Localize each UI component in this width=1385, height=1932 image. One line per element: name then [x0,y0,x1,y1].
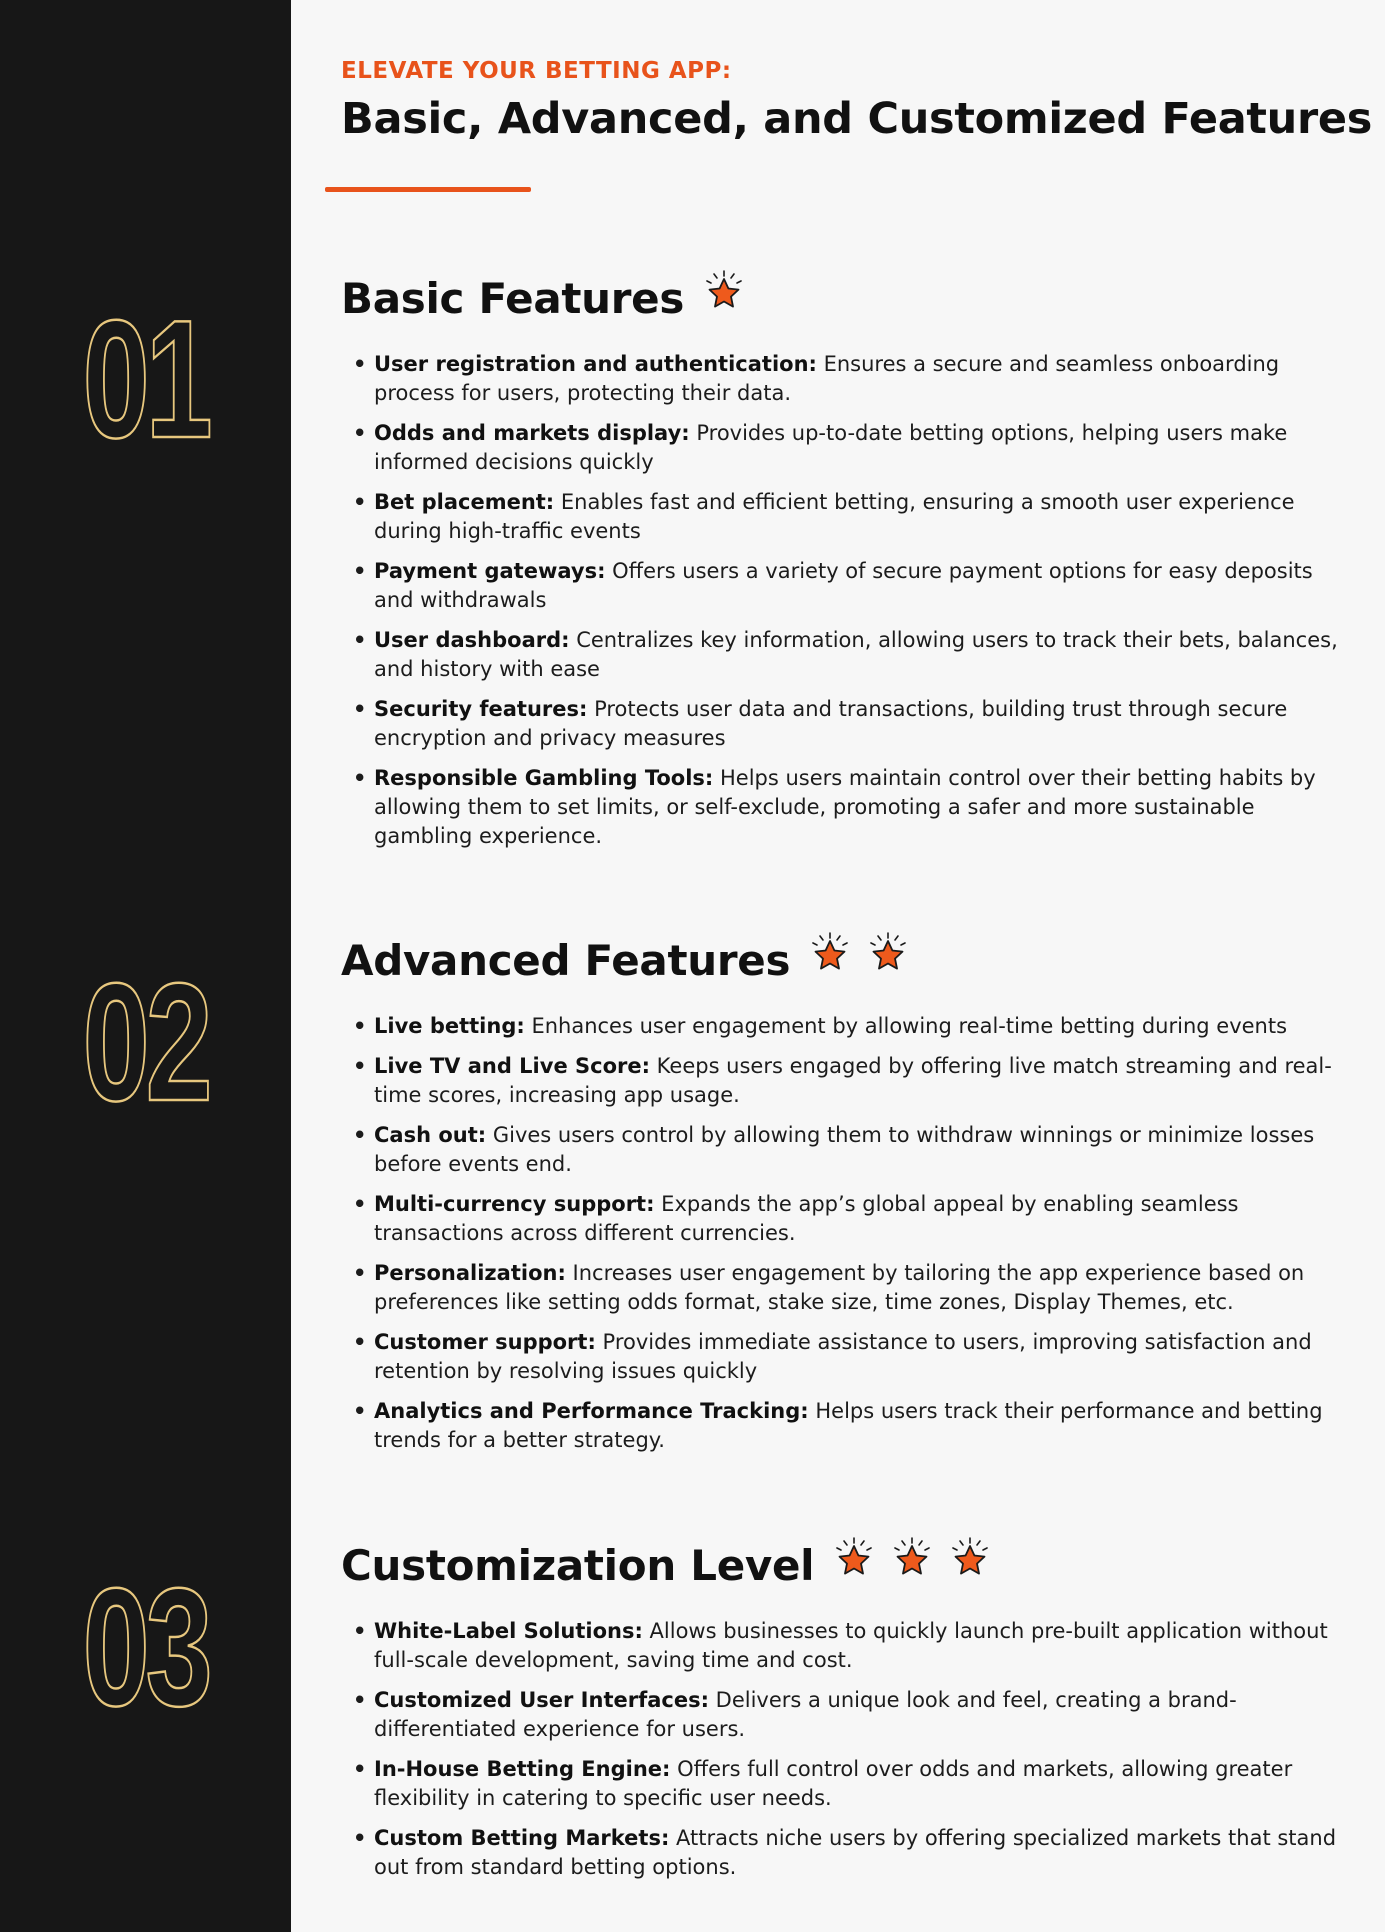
list-item [341,1190,1341,1248]
rating-stars [806,930,922,978]
bullet-icon: • [353,1261,367,1285]
eyebrow-heading: ELEVATE YOUR BETTING APP: [341,58,732,84]
feature-term: User dashboard: [374,628,570,652]
list-item [341,1328,1341,1386]
bullet-icon: • [353,352,367,376]
star-icon [700,268,748,316]
section-title: Advanced Features [341,935,791,985]
feature-description: Centralizes key information, allowing users to track their bets, balances, and history with ease [374,628,1338,681]
feature-term: Security features: [374,697,588,721]
list-item [341,1397,1341,1455]
bullet-icon: • [353,1619,367,1643]
list-item [341,1617,1341,1675]
page-title: Basic, Advanced, and Customized Features [341,94,1373,144]
section-title: Customization Level [341,1540,815,1590]
feature-description: Protects user data and transactions, building trust through secure encryption and privacy measures [374,697,1288,750]
bullet-icon: • [353,1688,367,1712]
feature-description: Expands the app’s global appeal by enabling seamless transactions across different currencies. [374,1192,1239,1245]
bullet-icon: • [353,1399,367,1423]
feature-term: User registration and authentication: [374,352,817,376]
section-basic-features [341,268,1341,862]
feature-term: Personalization: [374,1261,566,1285]
feature-description: Enhances user engagement by allowing real-time betting during events [524,1014,1288,1038]
sidebar [0,0,291,1932]
feature-term: Cash out: [374,1123,487,1147]
feature-term: White-Label Solutions: [374,1619,643,1643]
feature-term: Bet placement: [374,490,555,514]
bullet-icon: • [353,490,367,514]
feature-term: Responsible Gambling Tools: [374,766,714,790]
feature-term: Multi-currency support: [374,1192,655,1216]
feature-description: Offers full control over odds and markets, allowing greater flexibility in catering to specific user needs. [374,1757,1293,1810]
feature-description: Delivers a unique look and feel, creating a brand-differentiated experience for users. [374,1688,1237,1741]
bullet-icon: • [353,421,367,445]
feature-description: Attracts niche users by offering specialized markets that stand out from standard betting options. [374,1826,1337,1879]
feature-list [341,1617,1341,1882]
list-item [341,419,1341,477]
feature-description: Offers users a variety of secure payment options for easy deposits and withdrawals [374,559,1313,612]
feature-term: Customer support: [374,1330,596,1354]
bullet-icon: • [353,1330,367,1354]
list-item [341,1824,1341,1882]
feature-description: Gives users control by allowing them to withdraw winnings or minimize losses before events end. [374,1123,1315,1176]
section-number-03: 03 [82,1553,209,1741]
feature-description: Increases user engagement by tailoring the app experience based on preferences like setting odds format, stake size, time zones, Display Themes, etc. [374,1261,1305,1314]
list-item [341,1686,1341,1744]
list-item [341,626,1341,684]
feature-list [341,1012,1341,1455]
bullet-icon: • [353,1192,367,1216]
bullet-icon: • [353,1826,367,1850]
star-icon [946,1535,994,1583]
section-header [341,1535,1341,1595]
section-header [341,268,1341,328]
list-item [341,1755,1341,1813]
rating-stars [700,268,758,316]
list-item [341,488,1341,546]
bullet-icon: • [353,1123,367,1147]
section-number-01: 01 [82,285,209,473]
list-item [341,1259,1341,1317]
section-number-02: 02 [82,948,209,1136]
list-item [341,557,1341,615]
list-item [341,764,1341,851]
feature-term: Live TV and Live Score: [374,1054,650,1078]
star-icon [888,1535,936,1583]
bullet-icon: • [353,1757,367,1781]
star-icon [830,1535,878,1583]
section-advanced-features [341,930,1341,1466]
feature-description: Enables fast and efficient betting, ensuring a smooth user experience during high-traffic events [374,490,1295,543]
bullet-icon: • [353,1014,367,1038]
feature-term: Customized User Interfaces: [374,1688,709,1712]
star-icon [864,930,912,978]
feature-description: Keeps users engaged by offering live match streaming and real-time scores, increasing app usage. [374,1054,1332,1107]
bullet-icon: • [353,1054,367,1078]
feature-description: Allows businesses to quickly launch pre-built application without full-scale development, saving time and cost. [374,1619,1328,1672]
list-item [341,695,1341,753]
bullet-icon: • [353,766,367,790]
feature-description: Helps users track their performance and betting trends for a better strategy. [374,1399,1323,1452]
list-item [341,1052,1341,1110]
feature-term: Live betting: [374,1014,525,1038]
feature-term: Odds and markets display: [374,421,690,445]
section-title: Basic Features [341,273,685,323]
feature-description: Helps users maintain control over their betting habits by allowing them to set limits, or self-exclude, promoting a safer and more sustainable gambling experience. [374,766,1316,848]
bullet-icon: • [353,559,367,583]
star-icon [806,930,854,978]
list-item [341,1012,1341,1041]
bullet-icon: • [353,697,367,721]
section-header [341,930,1341,990]
feature-term: Payment gateways: [374,559,606,583]
feature-list [341,350,1341,851]
title-underline [325,187,531,192]
feature-description: Provides up-to-date betting options, helping users make informed decisions quickly [374,421,1288,474]
feature-description: Ensures a secure and seamless onboarding process for users, protecting their data. [374,352,1280,405]
list-item [341,350,1341,408]
list-item [341,1121,1341,1179]
rating-stars [830,1535,1004,1583]
feature-term: Analytics and Performance Tracking: [374,1399,809,1423]
bullet-icon: • [353,628,367,652]
feature-term: Custom Betting Markets: [374,1826,670,1850]
section-customization-level [341,1535,1341,1893]
feature-term: In-House Betting Engine: [374,1757,671,1781]
feature-description: Provides immediate assistance to users, improving satisfaction and retention by resolving issues quickly [374,1330,1312,1383]
